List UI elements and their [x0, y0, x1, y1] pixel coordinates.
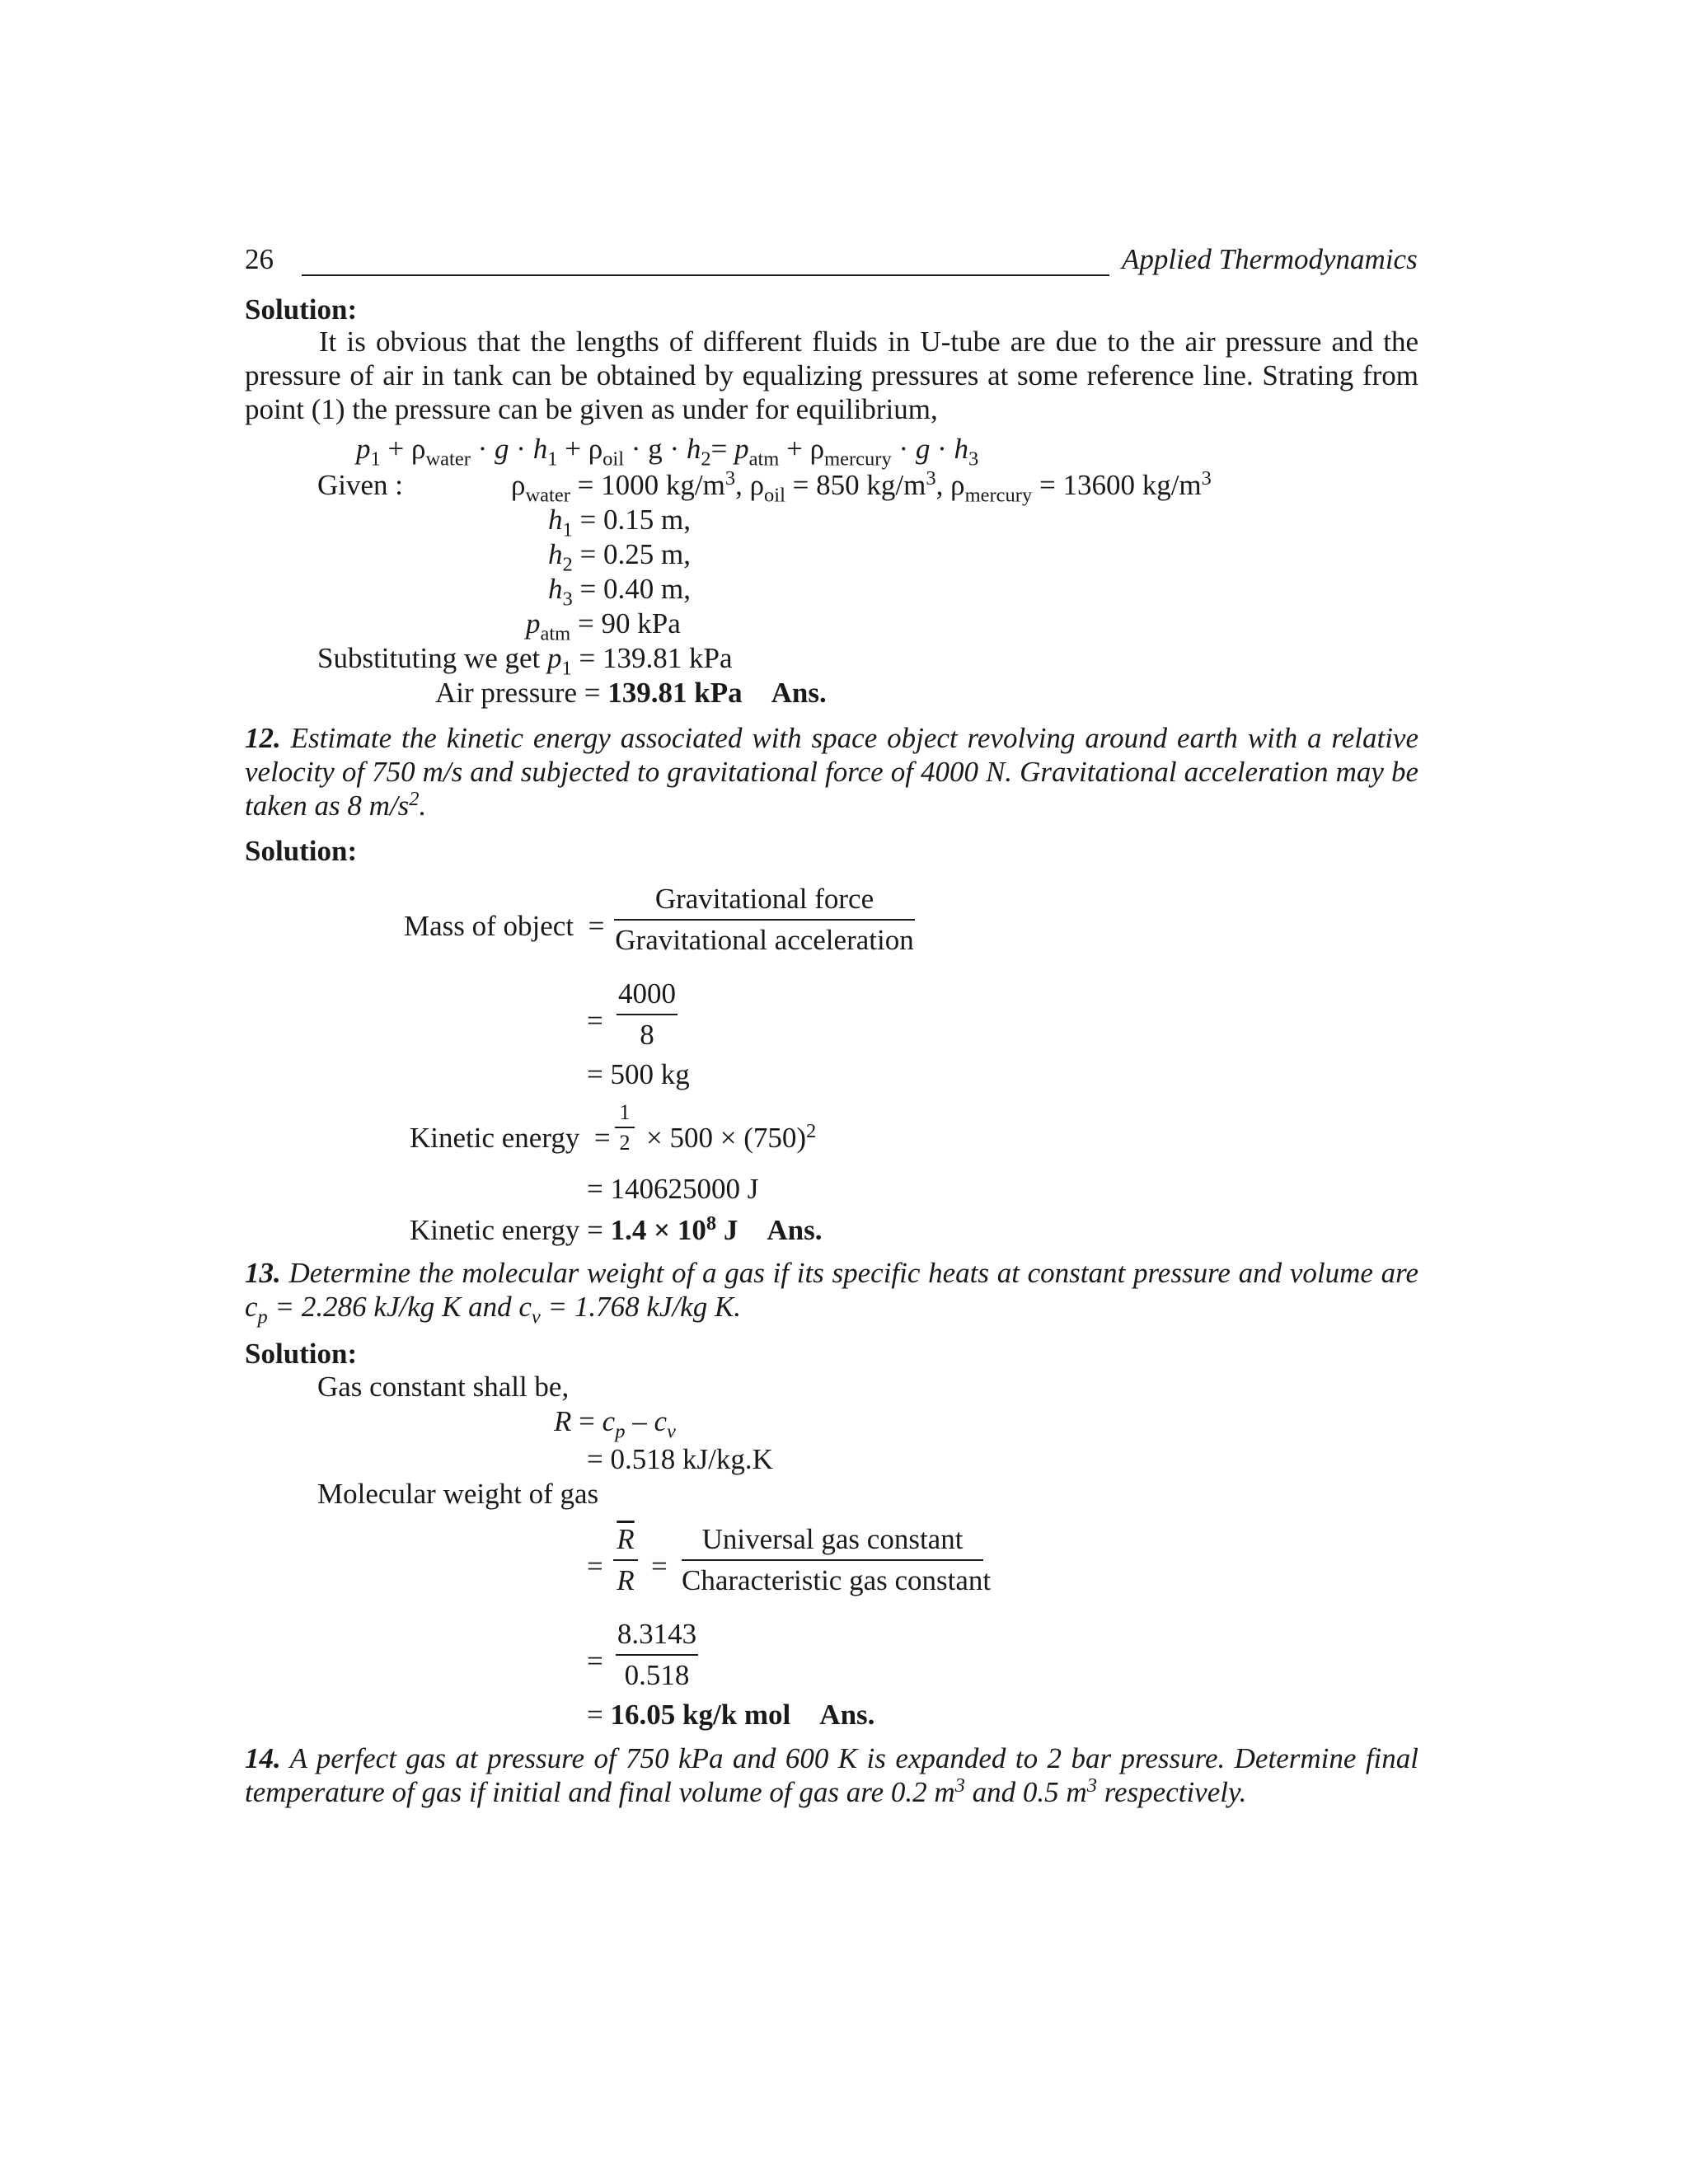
half-fraction: 1 2 [615, 1099, 635, 1155]
problem-13-statement: 13. Determine the molecular weight of a gas if its specific heats at constant pressure and volume are $c_p = 2.286$ kJ/kg K and $c_v = 1.768$ kJ/kg K. [245, 1257, 1418, 1329]
mw-eq-sign-3: = [587, 1645, 603, 1677]
ke-label: Kinetic energy = [410, 1122, 611, 1154]
mass-result: = 500 kg [587, 1058, 690, 1090]
running-title: Applied Thermodynamics [1122, 243, 1418, 275]
solution-heading-12: Solution: [245, 835, 358, 867]
equilibrium-equation: $p_1 + \rho_{water} \cdot g \cdot h_1 + \rho_{oil} \cdot g \cdot h_2= p_{atm} + \rho_{mercury} \cdot g \cdot h_3$ [356, 433, 979, 471]
problem-14-statement: 14. A perfect gas at pressure of 750 kPa and 600 K is expanded to 2 bar pressure. Determine final temperature of gas if initial and final volume of gas are 0.2 $m^3$ and 0.5 $m^3$ respectively. [245, 1742, 1418, 1808]
ke-final-line: Kinetic energy = $1.4 \times 10^8$ J Ans. [410, 1212, 823, 1246]
ke-expression: × $500 \times (750)^2$ [646, 1119, 817, 1154]
mw-final-line: = 16.05 kg/k mol Ans. [587, 1699, 875, 1731]
mass-numeric-fraction: 4000 8 [618, 977, 676, 1051]
universal-over-characteristic: Universal gas constant Characteristic gas constant [682, 1523, 992, 1596]
r-result: = 0.518 kJ/kg.K [587, 1443, 773, 1475]
molecular-weight-label: Molecular weight of gas [317, 1478, 599, 1510]
page-number: 26 [245, 243, 274, 275]
given-patm: $p_{atm} = 90$ kPa [526, 607, 681, 645]
given-label: Given : [317, 469, 404, 501]
given-h3: $h_3 = 0.40$ m, [548, 573, 691, 611]
solution-11-intro: It is obvious that the lengths of different fluids in U-tube are due to the air pressure and the pressure of air in tank can be obtained by equalizing pressures at some reference line. Strating from point (1) the pressure can be given as under for equilibrium, [245, 326, 1418, 425]
mw-numeric-fraction: 8.3143 0.518 [617, 1618, 697, 1691]
given-h1: $h_1 = 0.15$ m, [548, 504, 691, 541]
problem-12-statement: 12. Estimate the kinetic energy associated with space object revolving around earth with a relative velocity of 750 m/s and subjected to gravitational force of 4000 N. Gravitational acceleration may be taken as 8 $m/s^2$. [245, 722, 1419, 822]
mass-fraction: Gravitational force Gravitational acceleration [615, 883, 914, 956]
header-rule [302, 274, 1109, 276]
given-densities: $\rho_{water} = 1000$ $kg/m^3$, $\rho_{oil} = 850$ $kg/m^3$, $\rho_{mercury} = 13600$ $kg/m^3$ [511, 466, 1212, 507]
mw-eq-sign-2: = [651, 1550, 668, 1582]
mass-label: Mass of object = [404, 910, 605, 942]
solution-heading-13: Solution: [245, 1338, 358, 1370]
given-h2: $h_2 = 0.25$ m, [548, 538, 691, 576]
rbar-over-r: $\overline{R}$ R [613, 1522, 638, 1598]
mass-eq-sign: = [587, 1005, 603, 1037]
mw-eq-sign-1: = [587, 1550, 603, 1582]
ke-result: = 140625000 J [587, 1173, 759, 1205]
r-formula: $R = c_p - c_v$ [554, 1405, 676, 1443]
substitution-line: Substituting we get $p_1 = 139.81$ kPa [317, 642, 733, 680]
air-pressure-line: Air pressure = 139.81 kPa Ans. [435, 677, 827, 709]
solution-heading-11: Solution: [245, 293, 358, 326]
gas-constant-label: Gas constant shall be, [317, 1371, 570, 1403]
